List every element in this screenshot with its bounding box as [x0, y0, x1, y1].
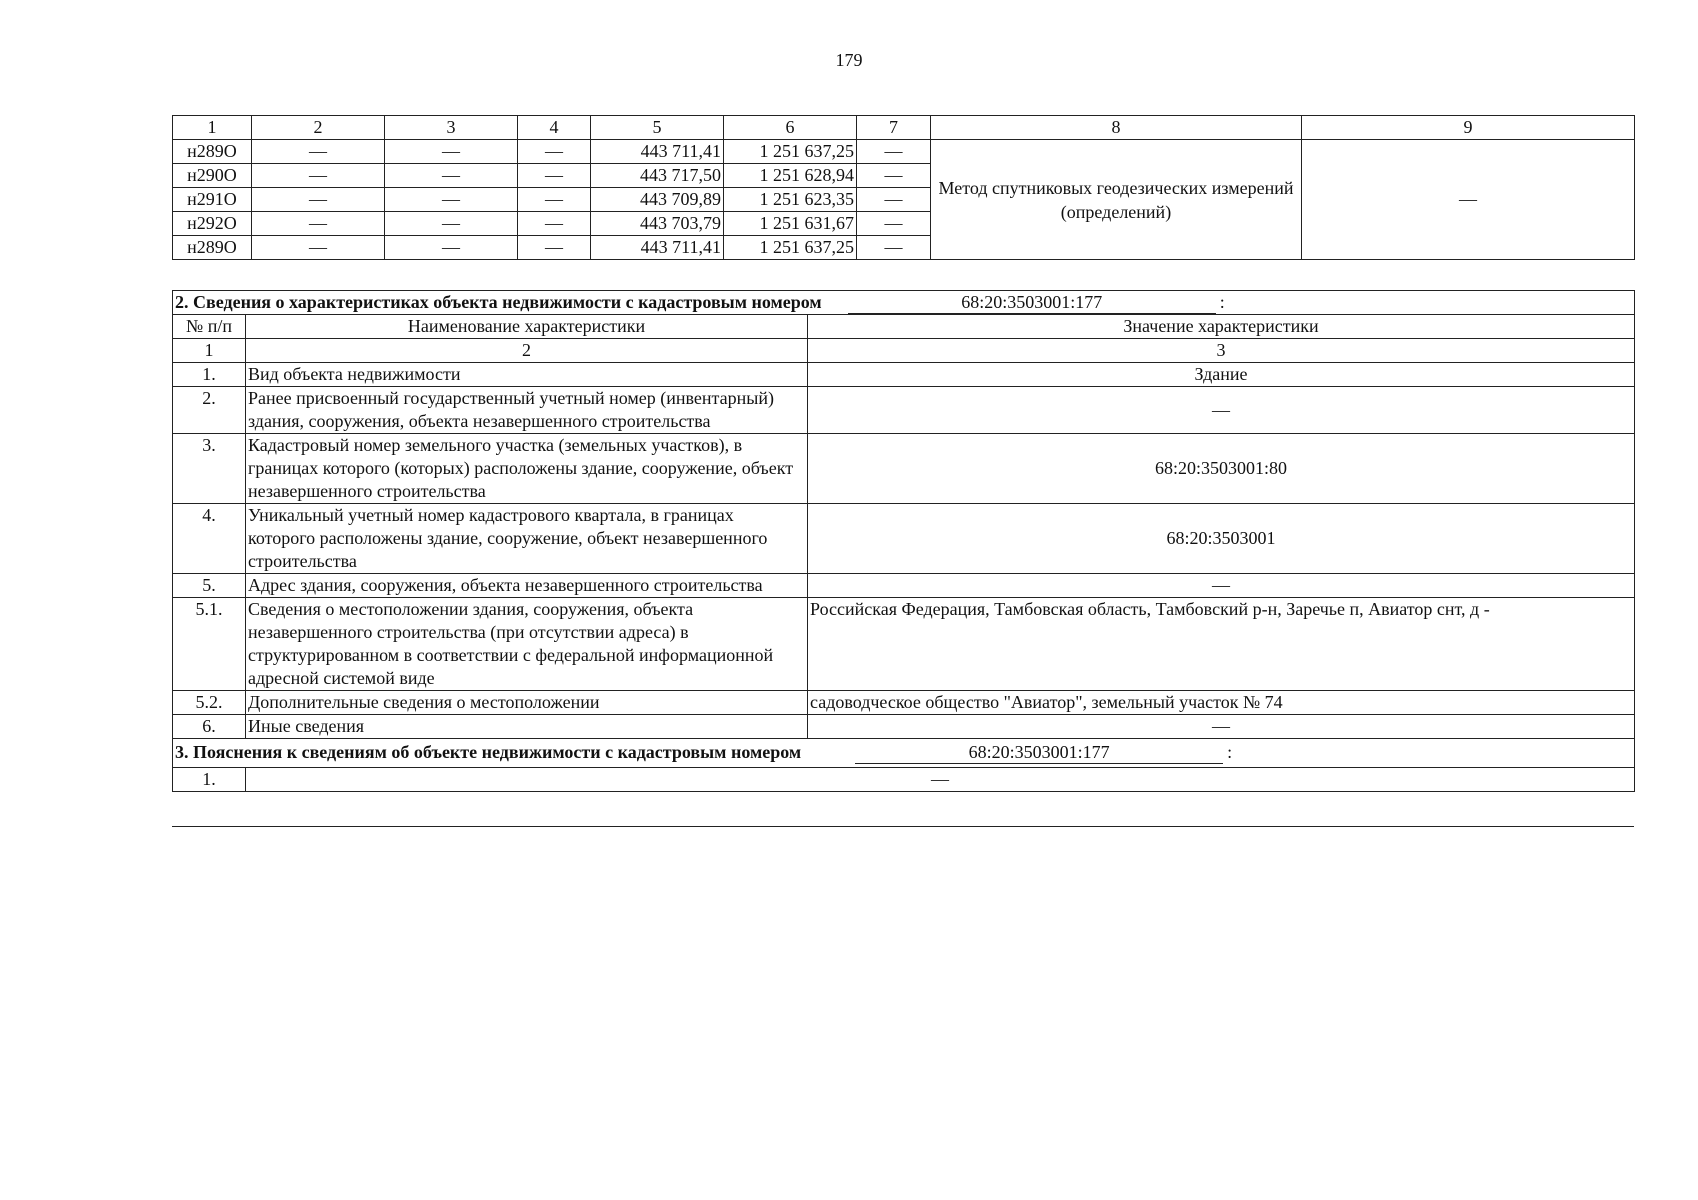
table-cell: —	[518, 164, 591, 188]
page-number: 179	[835, 50, 863, 70]
header-cell: 5	[591, 116, 724, 140]
header-cell: 1	[173, 116, 252, 140]
coord-y: 1 251 623,35	[724, 188, 857, 212]
table-row	[173, 691, 1635, 715]
characteristic-name: Вид объекта недвижимости	[246, 363, 808, 387]
coord-x: 443 717,50	[591, 164, 724, 188]
row-number: 1.	[173, 768, 246, 792]
point-name: н291О	[173, 188, 252, 212]
characteristic-value: 68:20:3503001	[808, 504, 1635, 574]
characteristic-name: Ранее присвоенный государственный учетный номер (инвентарный) здания, сооружения, объекта незавершенного строительства	[246, 387, 808, 434]
header-cell: Значение характеристики	[808, 315, 1635, 339]
characteristic-name: Уникальный учетный номер кадастрового квартала, в границах которого расположены здание, сооружение, объект незавершенного строительства	[246, 504, 808, 574]
coordinates-table	[172, 115, 1635, 260]
header-cell: 4	[518, 116, 591, 140]
section-2-colon: :	[1219, 292, 1225, 312]
table-cell: —	[252, 164, 385, 188]
characteristic-name: Сведения о местоположении здания, сооружения, объекта незавершенного строительства (при отсутствии адреса) в структурированном в соответствии с федеральной информационной адресной системой виде	[246, 598, 808, 691]
section-3-cadastral-number: 68:20:3503001:177	[855, 742, 1223, 764]
coord-y: 1 251 631,67	[724, 212, 857, 236]
method-cell: Метод спутниковых геодезических измерений (определений)	[931, 140, 1302, 260]
table-cell: —	[385, 164, 518, 188]
header-cell: 2	[252, 116, 385, 140]
table-cell: —	[252, 140, 385, 164]
table-row	[173, 363, 1635, 387]
point-name: н289О	[173, 236, 252, 260]
row-number: 3.	[173, 434, 246, 504]
coord-x: 443 703,79	[591, 212, 724, 236]
table-cell: —	[385, 212, 518, 236]
row-number: 2.	[173, 387, 246, 434]
column-number: 1	[173, 339, 246, 363]
characteristic-value: —	[808, 574, 1635, 598]
column-number: 2	[246, 339, 808, 363]
point-name: н292О	[173, 212, 252, 236]
table-row	[173, 574, 1635, 598]
characteristic-value: —	[808, 387, 1635, 434]
bottom-rule	[172, 826, 1634, 827]
row-number: 6.	[173, 715, 246, 739]
coord-y: 1 251 637,25	[724, 140, 857, 164]
table-cell: —	[857, 164, 931, 188]
characteristic-name: Кадастровый номер земельного участка (земельных участков), в границах которого (которых) расположены здание, сооружение, объект незавершенного строительства	[246, 434, 808, 504]
col9-cell: —	[1302, 140, 1635, 260]
coord-y: 1 251 637,25	[724, 236, 857, 260]
coord-x: 443 709,89	[591, 188, 724, 212]
table-row	[173, 140, 1635, 164]
characteristic-value: 68:20:3503001:80	[808, 434, 1635, 504]
coord-x: 443 711,41	[591, 236, 724, 260]
header-cell: Наименование характеристики	[246, 315, 808, 339]
table-cell: —	[385, 140, 518, 164]
coord-y: 1 251 628,94	[724, 164, 857, 188]
table-cell: —	[518, 236, 591, 260]
table-cell: —	[518, 140, 591, 164]
section-2-title-row	[173, 291, 1635, 315]
row-number: 4.	[173, 504, 246, 574]
column-number-row	[173, 339, 1635, 363]
column-number: 3	[808, 339, 1635, 363]
characteristic-value: —	[808, 715, 1635, 739]
table-row	[173, 768, 1635, 792]
characteristic-value: Российская Федерация, Тамбовская область, Тамбовский р-н, Заречье п, Авиатор снт, д -	[808, 598, 1635, 691]
section-2-title: 2. Сведения о характеристиках объекта недвижимости с кадастровым номером	[175, 292, 822, 312]
table-cell: —	[252, 212, 385, 236]
header-cell: 7	[857, 116, 931, 140]
section-3-title: 3. Пояснения к сведениям об объекте недвижимости с кадастровым номером	[175, 742, 802, 762]
section-3-title-cell	[173, 739, 1635, 768]
characteristics-table	[172, 290, 1635, 792]
section-2-title-cell	[173, 291, 1635, 315]
header-cell: 8	[931, 116, 1302, 140]
row-number: 1.	[173, 363, 246, 387]
point-name: н289О	[173, 140, 252, 164]
header-cell: 3	[385, 116, 518, 140]
table-row	[173, 715, 1635, 739]
table-row	[173, 434, 1635, 504]
characteristic-value: садоводческое общество "Авиатор", земельный участок № 74	[808, 691, 1635, 715]
table-cell: —	[857, 212, 931, 236]
table-row	[173, 387, 1635, 434]
row-number: 5.2.	[173, 691, 246, 715]
table-cell: —	[857, 236, 931, 260]
characteristic-name: Адрес здания, сооружения, объекта незавершенного строительства	[246, 574, 808, 598]
table-cell: —	[385, 236, 518, 260]
section-2-cadastral-number: 68:20:3503001:177	[848, 292, 1216, 314]
table-cell: —	[385, 188, 518, 212]
coord-x: 443 711,41	[591, 140, 724, 164]
table-cell: —	[857, 140, 931, 164]
header-cell: 6	[724, 116, 857, 140]
table-row	[173, 598, 1635, 691]
table-cell: —	[518, 212, 591, 236]
header-cell: 9	[1302, 116, 1635, 140]
row-number: 5.1.	[173, 598, 246, 691]
table-cell: —	[518, 188, 591, 212]
explanation-value: —	[246, 768, 1635, 792]
table-cell: —	[252, 188, 385, 212]
row-number: 5.	[173, 574, 246, 598]
section-3-title-row	[173, 739, 1635, 768]
header-cell: № п/п	[173, 315, 246, 339]
point-name: н290О	[173, 164, 252, 188]
section-3-colon: :	[1227, 742, 1233, 762]
characteristic-name: Иные сведения	[246, 715, 808, 739]
characteristic-value: Здание	[808, 363, 1635, 387]
table-cell: —	[857, 188, 931, 212]
characteristics-header-row	[173, 315, 1635, 339]
table-row	[173, 504, 1635, 574]
characteristic-name: Дополнительные сведения о местоположении	[246, 691, 808, 715]
table-cell: —	[252, 236, 385, 260]
coordinates-header-row	[173, 116, 1635, 140]
